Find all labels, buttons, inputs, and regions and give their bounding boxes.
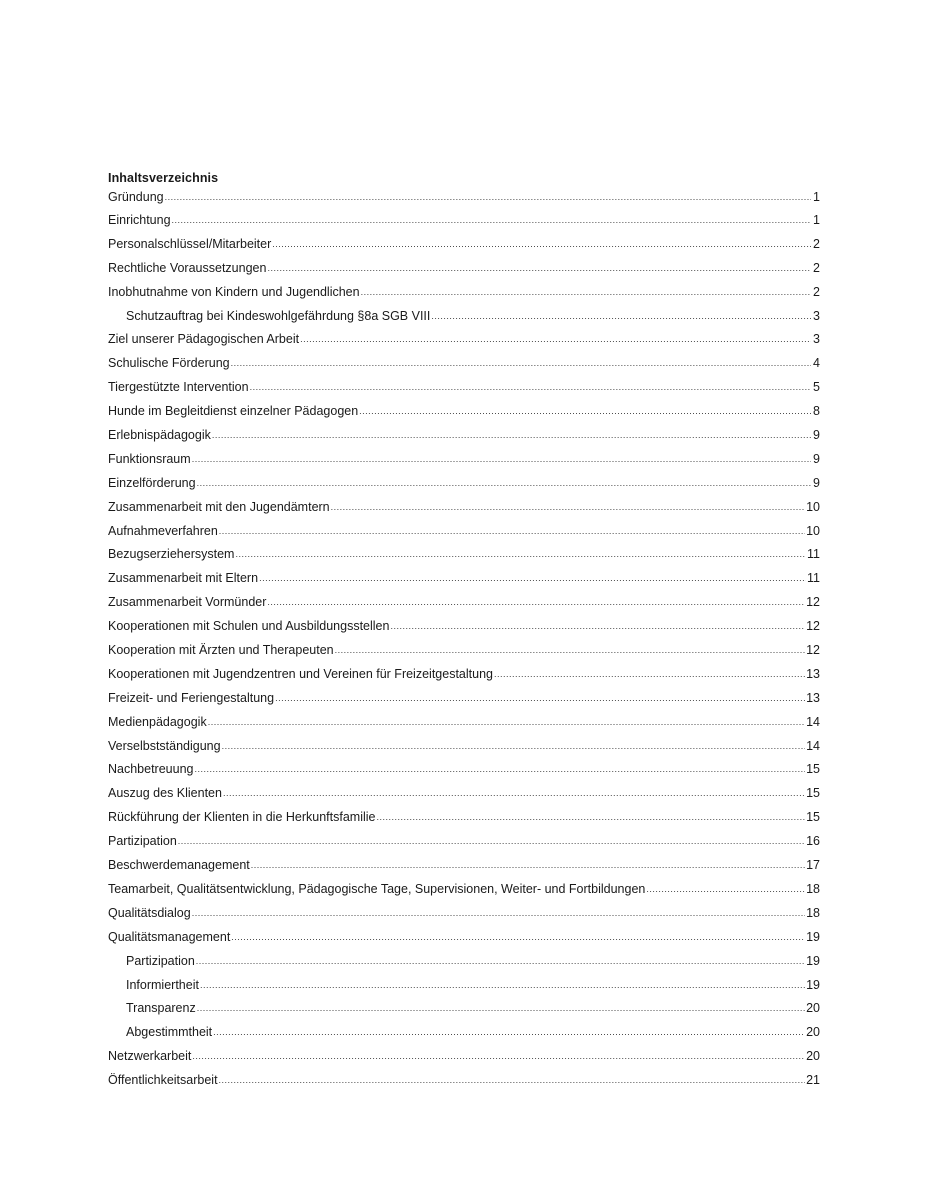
toc-dot-leader [235, 543, 806, 567]
toc-entry[interactable] [108, 567, 820, 591]
toc-entry[interactable] [108, 974, 820, 998]
toc-entry[interactable] [108, 448, 820, 472]
toc-dot-leader [231, 926, 805, 950]
toc-entry-title: Bezugserziehersystem [108, 547, 235, 562]
toc-entry[interactable] [108, 663, 820, 687]
toc-entry-title: Öffentlichkeitsarbeit [108, 1073, 218, 1088]
toc-entry-title: Partizipation [126, 953, 195, 968]
toc-entry-page-number: 1 [813, 213, 820, 227]
toc-entry-title: Medienpädagogik [108, 714, 207, 729]
toc-dot-leader [361, 281, 811, 305]
toc-entry[interactable] [108, 543, 820, 567]
toc-entry[interactable] [108, 281, 820, 305]
toc-entry-title: Ziel unserer Pädagogischen Arbeit [108, 332, 300, 347]
toc-entry-title: Rückführung der Klienten in die Herkunftsfamilie [108, 810, 376, 825]
toc-entry-page-number: 10 [806, 523, 820, 538]
toc-entry[interactable] [108, 233, 820, 257]
toc-entry-title: Funktionsraum [108, 451, 191, 466]
toc-dot-leader [377, 806, 806, 830]
toc-entry-page-number: 9 [813, 451, 820, 466]
toc-entry-title: Kooperationen mit Schulen und Ausbildungsstellen [108, 619, 390, 634]
toc-entry-title: Partizipation [108, 834, 177, 849]
toc-entry[interactable] [108, 472, 820, 496]
toc-entry-page-number: 10 [806, 499, 820, 514]
toc-entry[interactable] [108, 758, 820, 782]
toc-entry-title: Gründung [108, 190, 164, 204]
toc-entry-page-number: 19 [806, 929, 820, 944]
toc-entry-page-number: 12 [806, 643, 820, 658]
toc-entry-title: Zusammenarbeit Vormünder [108, 595, 267, 610]
toc-entry-page-number: 20 [806, 1001, 820, 1016]
toc-entry-page-number: 12 [806, 619, 820, 634]
toc-entry-page-number: 2 [813, 284, 820, 299]
toc-entry-page-number: 18 [806, 881, 820, 896]
toc-entry-page-number: 8 [813, 404, 820, 419]
toc-entry-title: Informiertheit [126, 977, 199, 992]
toc-entry-page-number: 20 [806, 1025, 820, 1040]
toc-entry-page-number: 14 [806, 738, 820, 753]
toc-entry-page-number: 2 [813, 236, 820, 251]
toc-dot-leader [192, 902, 805, 926]
toc-entry-title: Inobhutnahme von Kindern und Jugendlichen [108, 284, 360, 299]
toc-entry-page-number: 11 [807, 571, 820, 586]
toc-entry-title: Verselbstständigung [108, 738, 221, 753]
toc-entry-page-number: 3 [813, 308, 820, 323]
toc-dot-leader [219, 520, 805, 544]
toc-heading: Inhaltsverzeichnis [108, 171, 219, 185]
toc-entry-title: Einzelförderung [108, 475, 196, 490]
toc-entry-title: Hunde im Begleitdienst einzelner Pädagogen [108, 404, 359, 419]
toc-entry-title: Zusammenarbeit mit den Jugendämtern [108, 499, 330, 514]
toc-entry-title: Kooperationen mit Jugendzentren und Vereinen für Freizeitgestaltung [108, 666, 493, 681]
toc-entry-title: Einrichtung [108, 213, 171, 227]
toc-entry[interactable] [108, 305, 820, 329]
toc-dot-leader [165, 186, 811, 209]
toc-entry-title: Schutzauftrag bei Kindeswohlgefährdung §8a SGB VIII [126, 308, 431, 323]
toc-entry-title: Personalschlüssel/Mitarbeiter [108, 236, 272, 251]
toc-entry[interactable] [108, 1021, 820, 1045]
toc-entry[interactable] [108, 520, 820, 544]
toc-entry[interactable] [108, 926, 820, 950]
toc-entry[interactable] [108, 639, 820, 663]
toc-dot-leader [494, 663, 805, 687]
toc-entry-page-number: 2 [813, 260, 820, 275]
toc-entry-page-number: 13 [806, 690, 820, 705]
toc-dot-leader [194, 758, 805, 782]
toc-entry-page-number: 15 [806, 786, 820, 801]
toc-entry[interactable] [108, 376, 820, 400]
toc-entry-page-number: 5 [813, 380, 820, 395]
toc-dot-leader [172, 209, 811, 233]
toc-dot-leader [267, 591, 805, 615]
toc-entry[interactable] [108, 328, 820, 352]
toc-entry-page-number: 16 [806, 834, 820, 849]
toc-dot-leader [197, 472, 811, 496]
toc-entry[interactable] [108, 591, 820, 615]
toc-entry[interactable] [108, 257, 820, 281]
toc-dot-leader [231, 352, 811, 376]
toc-entry[interactable] [108, 711, 820, 735]
toc-entry-page-number: 15 [806, 762, 820, 777]
toc-entry[interactable] [108, 424, 820, 448]
toc-dot-leader [208, 711, 805, 735]
toc-dot-leader [222, 735, 806, 759]
toc-entry-page-number: 15 [806, 810, 820, 825]
toc-dot-leader [250, 376, 811, 400]
toc-entry-page-number: 12 [806, 595, 820, 610]
toc-entry-title: Tiergestützte Intervention [108, 380, 249, 395]
toc-dot-leader [251, 854, 805, 878]
toc-entry[interactable] [108, 782, 820, 806]
toc-dot-leader [196, 950, 805, 974]
toc-dot-leader [275, 687, 805, 711]
toc-entry-page-number: 19 [806, 953, 820, 968]
toc-entry-page-number: 17 [806, 858, 820, 873]
toc-entry[interactable] [108, 902, 820, 926]
toc-dot-leader [646, 878, 805, 902]
toc-list [108, 186, 820, 1093]
toc-dot-leader [259, 567, 806, 591]
toc-entry[interactable] [108, 830, 820, 854]
toc-dot-leader [300, 328, 811, 352]
toc-dot-leader [178, 830, 805, 854]
toc-entry-title: Freizeit- und Feriengestaltung [108, 690, 275, 705]
toc-dot-leader [331, 496, 805, 520]
toc-entry-title: Rechtliche Voraussetzungen [108, 260, 267, 275]
toc-entry-title: Zusammenarbeit mit Eltern [108, 571, 259, 586]
toc-entry[interactable] [108, 352, 820, 376]
toc-entry[interactable] [108, 209, 820, 233]
toc-entry[interactable] [108, 997, 820, 1021]
toc-entry[interactable] [108, 400, 820, 424]
toc-entry-title: Qualitätsmanagement [108, 929, 231, 944]
toc-entry-page-number: 3 [813, 332, 820, 347]
toc-entry-page-number: 9 [813, 428, 820, 443]
toc-entry-title: Abgestimmtheit [126, 1025, 213, 1040]
toc-entry-page-number: 11 [807, 547, 820, 562]
toc-dot-leader [390, 615, 805, 639]
toc-entry[interactable] [108, 854, 820, 878]
toc-entry[interactable] [108, 878, 820, 902]
toc-dot-leader [431, 305, 811, 329]
toc-entry-title: Nachbetreuung [108, 762, 194, 777]
toc-dot-leader [272, 233, 811, 257]
toc-dot-leader [197, 997, 805, 1021]
toc-dot-leader [192, 448, 811, 472]
table-of-contents [108, 170, 820, 1093]
toc-dot-leader [192, 1045, 805, 1069]
toc-dot-leader [359, 400, 811, 424]
toc-entry[interactable] [108, 735, 820, 759]
toc-entry-title: Teamarbeit, Qualitätsentwicklung, Pädagogische Tage, Supervisionen, Weiter- und Fortbildungen [108, 881, 646, 896]
toc-entry[interactable] [108, 615, 820, 639]
toc-entry-page-number: 14 [806, 714, 820, 729]
toc-entry-page-number: 19 [806, 977, 820, 992]
toc-dot-leader [335, 639, 805, 663]
toc-entry-page-number: 1 [813, 190, 820, 204]
toc-entry-title: Aufnahmeverfahren [108, 523, 218, 538]
toc-dot-leader [223, 782, 805, 806]
toc-dot-leader [213, 1021, 805, 1045]
toc-entry-page-number: 9 [813, 475, 820, 490]
toc-entry[interactable] [108, 950, 820, 974]
toc-entry-title: Kooperation mit Ärzten und Therapeuten [108, 643, 334, 658]
toc-entry[interactable] [108, 1045, 820, 1069]
toc-entry-title: Erlebnispädagogik [108, 428, 211, 443]
toc-entry-title: Transparenz [126, 1001, 196, 1016]
toc-entry-title: Beschwerdemanagement [108, 858, 250, 873]
toc-dot-leader [200, 974, 805, 998]
toc-entry[interactable] [108, 1069, 820, 1093]
toc-entry[interactable] [108, 687, 820, 711]
toc-entry[interactable] [108, 806, 820, 830]
toc-entry-page-number: 13 [806, 666, 820, 681]
toc-entry-page-number: 4 [813, 356, 820, 371]
toc-dot-leader [219, 1069, 806, 1093]
toc-dot-leader [212, 424, 811, 448]
toc-entry-page-number: 20 [806, 1049, 820, 1064]
toc-entry-page-number: 21 [806, 1073, 820, 1088]
toc-entry-title: Auszug des Klienten [108, 786, 222, 801]
toc-entry-page-number: 18 [806, 905, 820, 920]
toc-dot-leader [267, 257, 811, 281]
toc-entry[interactable] [108, 496, 820, 520]
toc-entry-title: Schulische Förderung [108, 356, 230, 371]
toc-entry-title: Qualitätsdialog [108, 905, 191, 920]
toc-entry[interactable] [108, 186, 820, 209]
toc-entry-title: Netzwerkarbeit [108, 1049, 192, 1064]
